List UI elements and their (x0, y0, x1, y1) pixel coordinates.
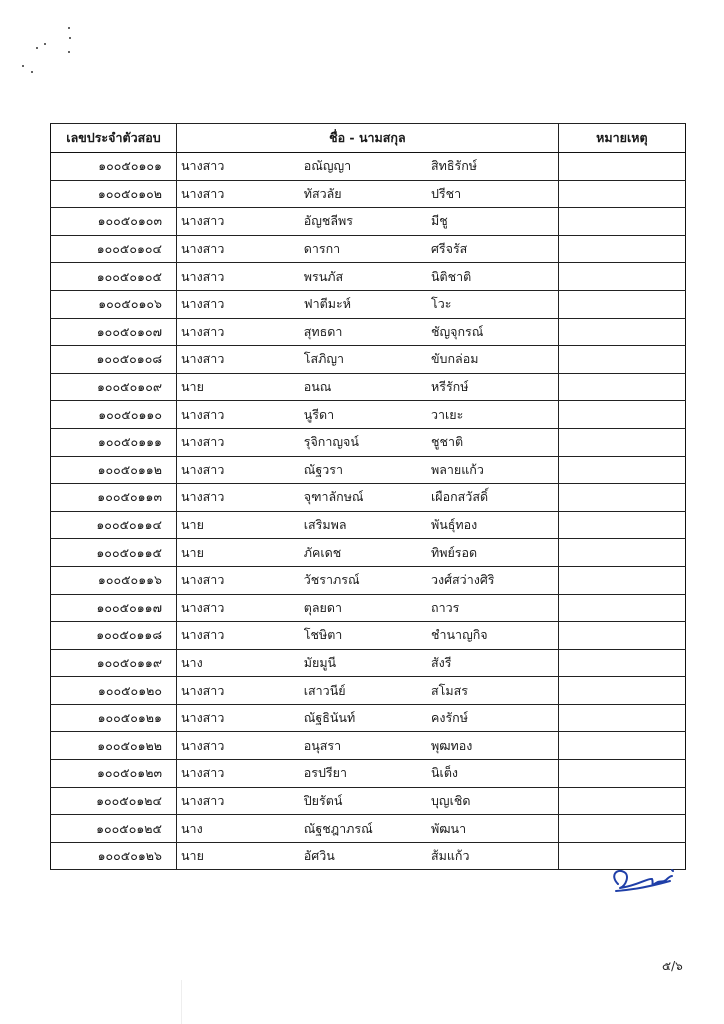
last-name-cell: วาเยะ (431, 401, 558, 429)
title-cell: นางสาว (177, 180, 304, 208)
header-remark: หมายเหตุ (558, 124, 685, 153)
title-cell: นางสาว (177, 732, 304, 760)
table-row (51, 346, 686, 374)
exam-id-cell: ๑๐๐๕๐๑๒๒ (51, 732, 177, 760)
table-row (51, 704, 686, 732)
table-row (51, 208, 686, 236)
exam-id-cell: ๑๐๐๕๐๑๐๔ (51, 235, 177, 263)
exam-id-cell: ๑๐๐๕๐๑๑๖ (51, 566, 177, 594)
remark-cell (558, 373, 685, 401)
exam-id-cell: ๑๐๐๕๐๑๑๒ (51, 456, 177, 484)
last-name-cell: วงศ์สว่างศิริ (431, 566, 558, 594)
first-name-cell: อนณ (304, 373, 431, 401)
title-cell: นาย (177, 539, 304, 567)
title-cell: นางสาว (177, 704, 304, 732)
remark-cell (558, 622, 685, 650)
exam-id-cell: ๑๐๐๕๐๑๒๔ (51, 787, 177, 815)
table-row (51, 539, 686, 567)
title-cell: นางสาว (177, 622, 304, 650)
last-name-cell: พัฒนา (431, 815, 558, 843)
table-row (51, 401, 686, 429)
remark-cell (558, 456, 685, 484)
table-row (51, 318, 686, 346)
exam-id-cell: ๑๐๐๕๐๑๐๘ (51, 346, 177, 374)
first-name-cell: โสภิญา (304, 346, 431, 374)
last-name-cell: ศรีจรัส (431, 235, 558, 263)
title-cell: นางสาว (177, 401, 304, 429)
last-name-cell: พลายแก้ว (431, 456, 558, 484)
first-name-cell: มัยมูนี (304, 649, 431, 677)
table-row (51, 622, 686, 650)
remark-cell (558, 677, 685, 705)
header-exam-id: เลขประจำตัวสอบ (51, 124, 177, 153)
table-header-row (51, 124, 686, 153)
title-cell: นางสาว (177, 318, 304, 346)
exam-id-cell: ๑๐๐๕๐๑๑๘ (51, 622, 177, 650)
table-row (51, 263, 686, 291)
table-row (51, 456, 686, 484)
first-name-cell: ภัคเดช (304, 539, 431, 567)
table-row (51, 842, 686, 870)
exam-id-cell: ๑๐๐๕๐๑๒๖ (51, 842, 177, 870)
remark-cell (558, 235, 685, 263)
exam-id-cell: ๑๐๐๕๐๑๐๓ (51, 208, 177, 236)
remark-cell (558, 263, 685, 291)
first-name-cell: อรปรียา (304, 760, 431, 788)
last-name-cell: พุฒทอง (431, 732, 558, 760)
first-name-cell: ณัฐธินันท์ (304, 704, 431, 732)
first-name-cell: วัชราภรณ์ (304, 566, 431, 594)
remark-cell (558, 511, 685, 539)
first-name-cell: ดารกา (304, 235, 431, 263)
last-name-cell: ขับกล่อม (431, 346, 558, 374)
remark-cell (558, 484, 685, 512)
title-cell: นาง (177, 815, 304, 843)
last-name-cell: โวะ (431, 290, 558, 318)
title-cell: นางสาว (177, 235, 304, 263)
first-name-cell: อัศวิน (304, 842, 431, 870)
page-number: ๕/๖ (662, 959, 683, 973)
remark-cell (558, 428, 685, 456)
table-row (51, 677, 686, 705)
exam-id-cell: ๑๐๐๕๐๑๐๖ (51, 290, 177, 318)
first-name-cell: นูรีดา (304, 401, 431, 429)
title-cell: นางสาว (177, 428, 304, 456)
table-row (51, 566, 686, 594)
exam-id-cell: ๑๐๐๕๐๑๐๒ (51, 180, 177, 208)
first-name-cell: เสริมพล (304, 511, 431, 539)
title-cell: นางสาว (177, 484, 304, 512)
table-row (51, 815, 686, 843)
remark-cell (558, 787, 685, 815)
table-row (51, 180, 686, 208)
first-name-cell: สุทธดา (304, 318, 431, 346)
exam-id-cell: ๑๐๐๕๐๑๑๐ (51, 401, 177, 429)
candidate-table (50, 123, 686, 870)
signature (606, 864, 678, 898)
table-row (51, 787, 686, 815)
table-row (51, 511, 686, 539)
title-cell: นางสาว (177, 594, 304, 622)
remark-cell (558, 594, 685, 622)
last-name-cell: สังรี (431, 649, 558, 677)
last-name-cell: ชัญจุกรณ์ (431, 318, 558, 346)
title-cell: นางสาว (177, 263, 304, 291)
exam-id-cell: ๑๐๐๕๐๑๑๑ (51, 428, 177, 456)
scan-specks (20, 25, 80, 75)
title-cell: นางสาว (177, 456, 304, 484)
title-cell: นางสาว (177, 677, 304, 705)
first-name-cell: อณัญญา (304, 153, 431, 181)
remark-cell (558, 732, 685, 760)
remark-cell (558, 704, 685, 732)
title-cell: นางสาว (177, 153, 304, 181)
last-name-cell: นิติชาติ (431, 263, 558, 291)
first-name-cell: ตุลยดา (304, 594, 431, 622)
title-cell: นางสาว (177, 566, 304, 594)
remark-cell (558, 153, 685, 181)
title-cell: นางสาว (177, 290, 304, 318)
last-name-cell: เผือกสวัสดิ์ (431, 484, 558, 512)
last-name-cell: หรีรักษ์ (431, 373, 558, 401)
first-name-cell: ทัสวลัย (304, 180, 431, 208)
last-name-cell: คงรักษ์ (431, 704, 558, 732)
table-row (51, 428, 686, 456)
first-name-cell: จุฑาลักษณ์ (304, 484, 431, 512)
remark-cell (558, 180, 685, 208)
title-cell: นางสาว (177, 787, 304, 815)
first-name-cell: อัญชลีพร (304, 208, 431, 236)
first-name-cell: โชษิตา (304, 622, 431, 650)
table-body (51, 153, 686, 870)
exam-id-cell: ๑๐๐๕๐๑๒๑ (51, 704, 177, 732)
last-name-cell: ส้มแก้ว (431, 842, 558, 870)
remark-cell (558, 401, 685, 429)
last-name-cell: ปรีชา (431, 180, 558, 208)
first-name-cell: เสาวนีย์ (304, 677, 431, 705)
last-name-cell: นิเต็ง (431, 760, 558, 788)
exam-id-cell: ๑๐๐๕๐๑๒๐ (51, 677, 177, 705)
table-row (51, 760, 686, 788)
table-row (51, 373, 686, 401)
remark-cell (558, 290, 685, 318)
table-row (51, 290, 686, 318)
first-name-cell: ณัฐชฎาภรณ์ (304, 815, 431, 843)
first-name-cell: รุจิกาญจน์ (304, 428, 431, 456)
title-cell: นาง (177, 649, 304, 677)
last-name-cell: ทิพย์รอด (431, 539, 558, 567)
exam-id-cell: ๑๐๐๕๐๑๒๓ (51, 760, 177, 788)
remark-cell (558, 346, 685, 374)
last-name-cell: สิทธิรักษ์ (431, 153, 558, 181)
table-row (51, 153, 686, 181)
exam-id-cell: ๑๐๐๕๐๑๐๗ (51, 318, 177, 346)
last-name-cell: บุญเชิด (431, 787, 558, 815)
first-name-cell: อนุสรา (304, 732, 431, 760)
exam-id-cell: ๑๐๐๕๐๑๑๕ (51, 539, 177, 567)
title-cell: นางสาว (177, 346, 304, 374)
title-cell: นางสาว (177, 208, 304, 236)
last-name-cell: สโมสร (431, 677, 558, 705)
remark-cell (558, 815, 685, 843)
remark-cell (558, 760, 685, 788)
title-cell: นาย (177, 373, 304, 401)
last-name-cell: พันธุ์ทอง (431, 511, 558, 539)
first-name-cell: ปิยรัตน์ (304, 787, 431, 815)
header-full-name: ชื่อ - นามสกุล (177, 124, 559, 153)
last-name-cell: ถาวร (431, 594, 558, 622)
first-name-cell: ณัฐวรา (304, 456, 431, 484)
exam-id-cell: ๑๐๐๕๐๑๑๓ (51, 484, 177, 512)
table-row (51, 235, 686, 263)
last-name-cell: มีชู (431, 208, 558, 236)
exam-id-cell: ๑๐๐๕๐๑๒๕ (51, 815, 177, 843)
remark-cell (558, 649, 685, 677)
exam-id-cell: ๑๐๐๕๐๑๐๕ (51, 263, 177, 291)
title-cell: นางสาว (177, 760, 304, 788)
table-row (51, 484, 686, 512)
exam-id-cell: ๑๐๐๕๐๑๐๑ (51, 153, 177, 181)
table-row (51, 732, 686, 760)
first-name-cell: พรนภัส (304, 263, 431, 291)
remark-cell (558, 566, 685, 594)
exam-id-cell: ๑๐๐๕๐๑๑๗ (51, 594, 177, 622)
exam-id-cell: ๑๐๐๕๐๑๑๔ (51, 511, 177, 539)
last-name-cell: ชูชาติ (431, 428, 558, 456)
first-name-cell: ฟาตีมะห์ (304, 290, 431, 318)
remark-cell (558, 318, 685, 346)
faint-scan-line (181, 980, 182, 1024)
title-cell: นาย (177, 511, 304, 539)
exam-id-cell: ๑๐๐๕๐๑๑๙ (51, 649, 177, 677)
last-name-cell: ชำนาญกิจ (431, 622, 558, 650)
remark-cell (558, 208, 685, 236)
table-row (51, 594, 686, 622)
title-cell: นาย (177, 842, 304, 870)
remark-cell (558, 539, 685, 567)
exam-id-cell: ๑๐๐๕๐๑๐๙ (51, 373, 177, 401)
table-row (51, 649, 686, 677)
